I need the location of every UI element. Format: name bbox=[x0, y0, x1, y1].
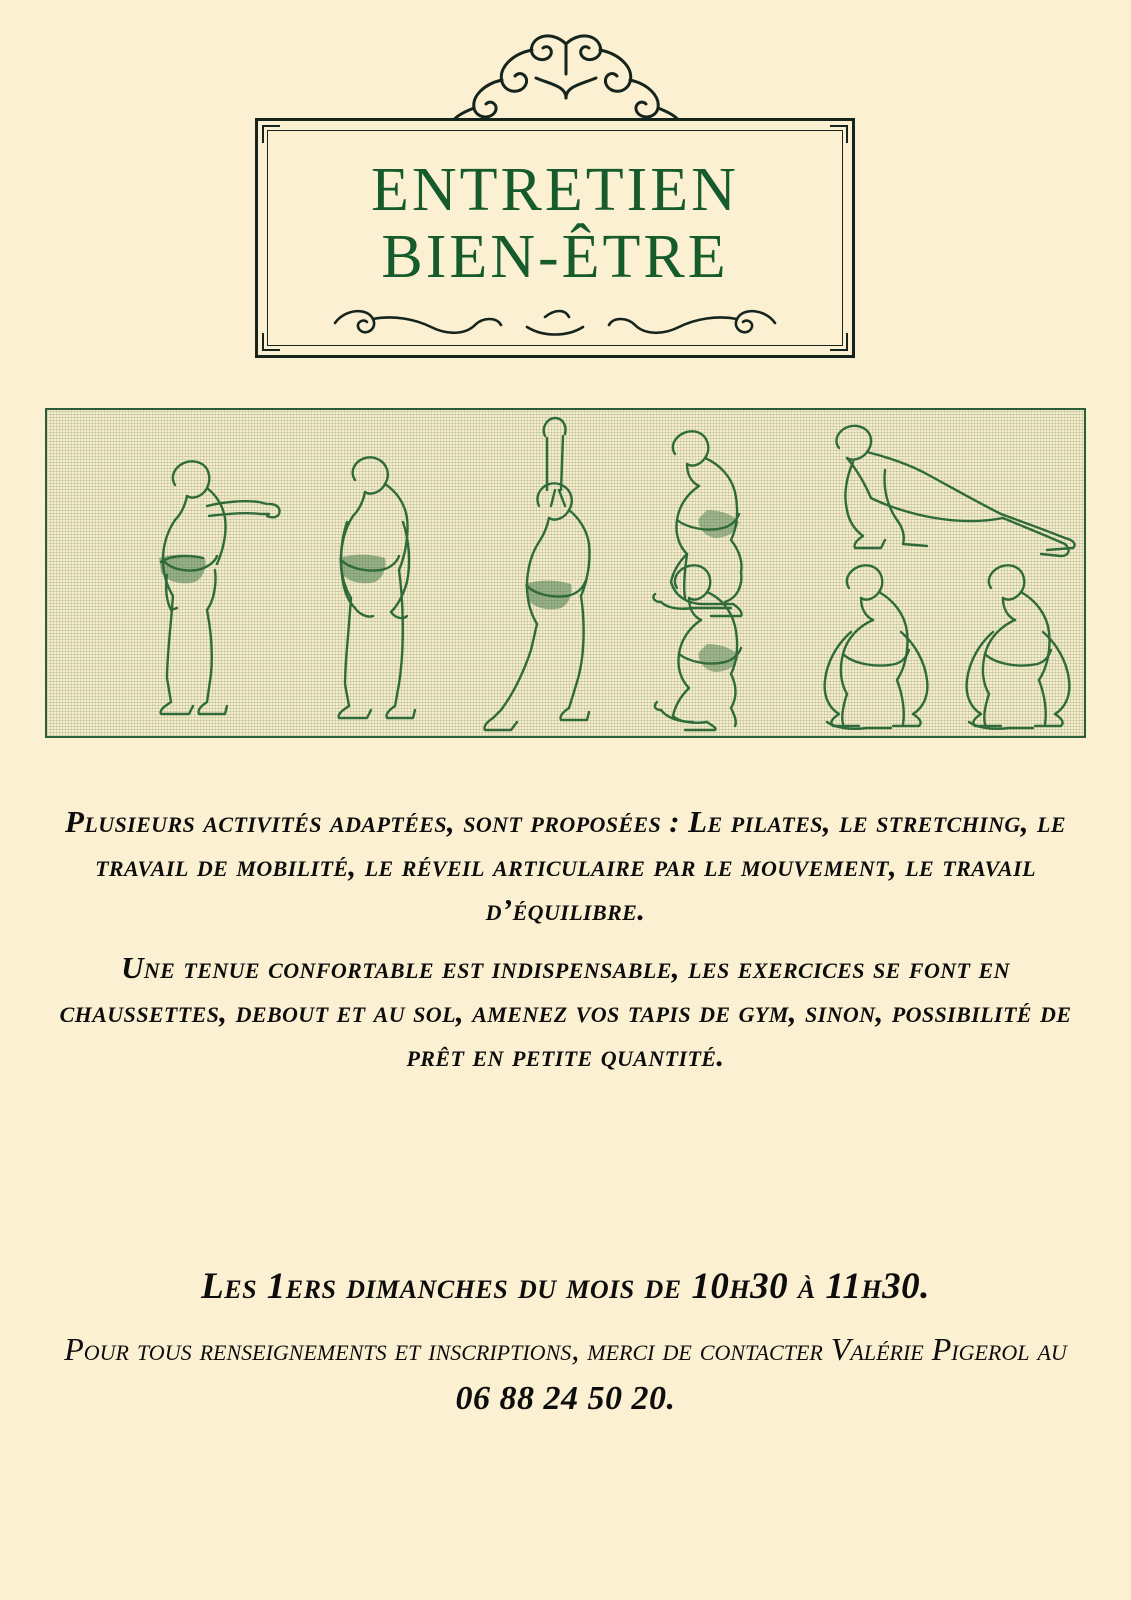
schedule-line: Les 1ers dimanches du mois de 10h30 à 11h30. bbox=[201, 1266, 930, 1307]
figure-squat-wide-left bbox=[825, 565, 928, 728]
figure-overhead-stretch bbox=[484, 418, 589, 730]
figure-squat-wide-right bbox=[967, 565, 1070, 728]
figure-plank bbox=[836, 426, 1074, 556]
contact-middle: au bbox=[1029, 1331, 1067, 1367]
page-title bbox=[258, 157, 852, 291]
figure-standing-arms-forward bbox=[161, 461, 280, 714]
title-line-2: BIEN-ÊTRE bbox=[381, 222, 729, 291]
contact-phone: 06 88 24 50 20. bbox=[455, 1380, 676, 1417]
figure-shading-marks bbox=[159, 510, 739, 672]
exercise-figures-svg bbox=[47, 410, 1084, 736]
figure-squat-center bbox=[655, 565, 741, 730]
attire-paragraph: Une tenue confortable est indispensable, les exercices se font en chaussettes, debout et au sol, amenez vos tapis de gym, sinon, possibilité de prêt en petite quantité. bbox=[59, 950, 1072, 1074]
figure-standing-neutral bbox=[339, 457, 415, 718]
title-line-1: ENTRETIEN bbox=[371, 156, 739, 224]
contact-block bbox=[55, 1325, 1076, 1424]
contact-prefix: Pour tous renseignements et inscriptions, merci de contacter bbox=[64, 1331, 831, 1367]
poster-body bbox=[55, 800, 1076, 1084]
contact-name: Valérie Pigerol bbox=[830, 1331, 1030, 1367]
ornament-flourish-bottom-icon bbox=[275, 293, 835, 347]
title-frame bbox=[255, 118, 855, 358]
frame-corner-tl bbox=[262, 125, 280, 143]
exercise-illustration bbox=[45, 408, 1086, 738]
poster-header bbox=[0, 0, 1131, 380]
activities-paragraph: Plusieurs activités adaptées, sont proposées : Le pilates, le stretching, le travail de mobilité, le réveil articulaire par le mouvement, le travail d’équilibre. bbox=[65, 804, 1066, 928]
ornament-flourish-top-icon bbox=[416, 28, 716, 123]
frame-corner-tr bbox=[830, 125, 848, 143]
